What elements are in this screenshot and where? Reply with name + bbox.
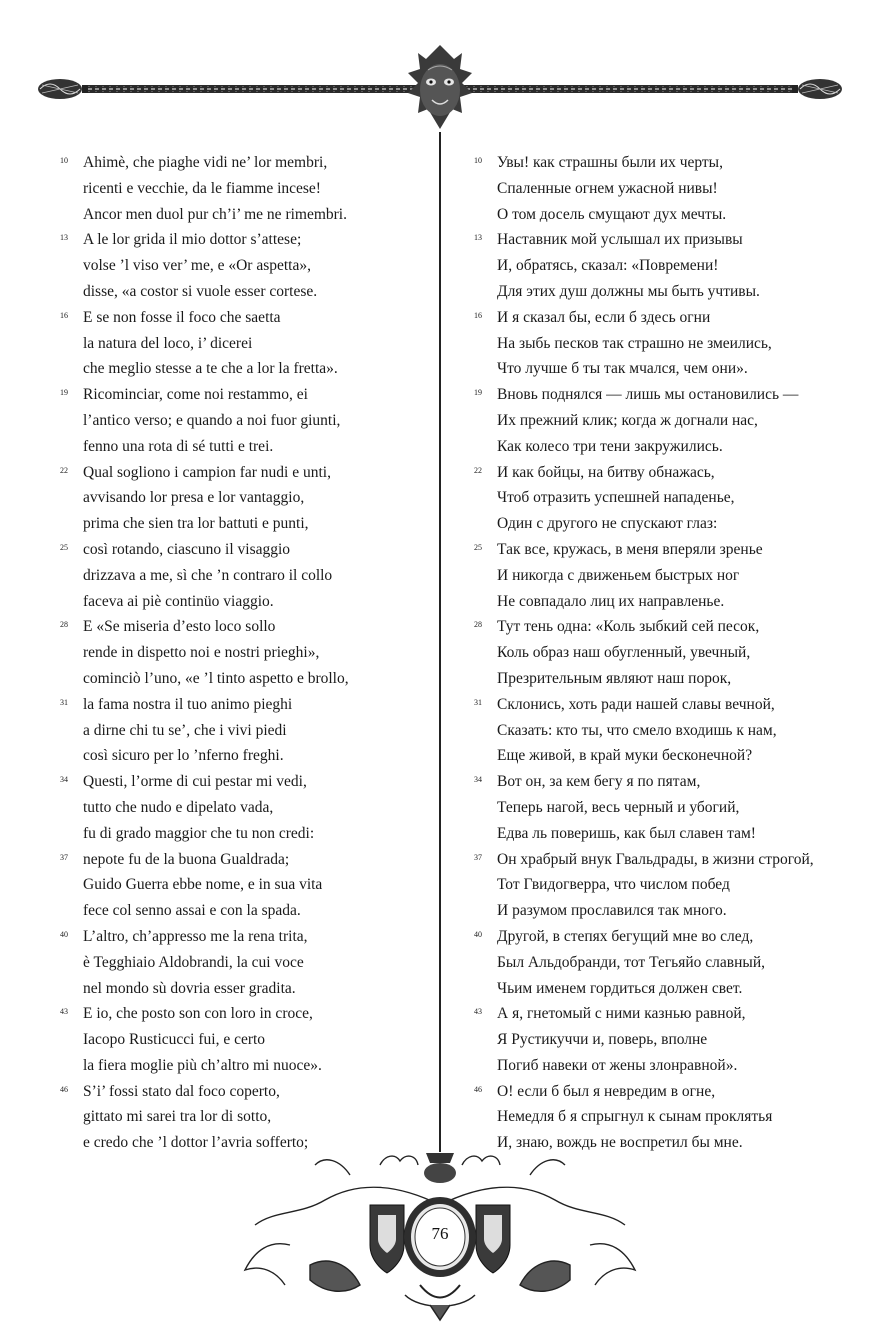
tercet: [60, 537, 430, 614]
verse-line: И как бойцы, на битву обнажась,: [497, 463, 715, 481]
verse-line: И, знаю, вождь не воспретил бы мне.: [497, 1134, 743, 1152]
verse-line: che meglio stesse a te che a lor la fretta».: [83, 360, 338, 378]
verse-line: volse ’l viso ver’ me, e «Or aspetta»,: [83, 257, 311, 275]
tercet: [60, 692, 430, 769]
verse-line: Не совпадало лиц их направленье.: [497, 592, 725, 610]
verse-line: Наставник мой услышал их призывы: [497, 231, 743, 249]
verse-line: Теперь нагой, весь черный и убогий,: [497, 798, 740, 816]
verse-line: Ancor men duol pur ch’i’ me ne rimembri.: [83, 205, 347, 223]
verse-line: Другой, в степях бегущий мне во след,: [497, 927, 754, 945]
verse-number: 34: [474, 775, 482, 785]
verse-line: E se non fosse il foco che saetta: [83, 308, 281, 326]
verse-line: И я сказал бы, если б здесь огни: [497, 308, 711, 326]
verse-line: fece col senno assai e con la spada.: [83, 902, 301, 920]
verse-number: 43: [474, 1007, 482, 1017]
verse-line: Еще живой, в край муки бесконечной?: [497, 747, 753, 765]
tercet: [60, 924, 430, 1001]
verse-line: Iacopo Rusticucci fui, e certo: [83, 1031, 266, 1049]
verse-line: Едва ль поверишь, как был славен там!: [497, 824, 756, 842]
tercet: [60, 305, 430, 382]
verse-line: И никогда с движеньем быстрых ног: [497, 566, 740, 584]
verse-line: Сказать: кто ты, что смело входишь к нам,: [497, 721, 777, 739]
verse-line: Для этих душ должны мы быть учтивы.: [497, 282, 760, 300]
verse-line: E «Se miseria d’esto loco sollo: [83, 618, 276, 636]
tercet: [474, 614, 854, 691]
verse-line: ricenti e vecchie, da le fiamme incese!: [83, 179, 321, 197]
right-shield-icon: [476, 1205, 510, 1273]
verse-line: fu di grado maggior che tu non credi:: [83, 824, 315, 842]
verse-line: На зыбь песков так страшно не змеились,: [497, 334, 772, 352]
verse-line: И, обратясь, сказал: «Повремени!: [497, 257, 719, 275]
verse-line: Был Альдобранди, тот Тегьяйо славный,: [497, 953, 765, 971]
verse-line: Их прежний клик; когда ж догнали нас,: [497, 411, 758, 429]
verse-line: Увы! как страшны были их черты,: [497, 154, 723, 171]
verse-line: rende in dispetto noi e nostri prieghi»,: [83, 644, 320, 662]
verse-line: А я, гнетомый с ними казнью равной,: [497, 1005, 746, 1023]
verse-line: Вновь поднялся — лишь мы остановились —: [497, 386, 799, 404]
verse-line: Спаленные огнем ужасной нивы!: [497, 179, 718, 197]
verse-line: О том досель смущают дух мечты.: [497, 205, 727, 223]
header-ornament: [30, 40, 850, 130]
verse-number: 10: [60, 156, 68, 165]
tercet: [60, 227, 430, 304]
tercet: [474, 769, 854, 846]
verse-line: così sicuro per lo ’nferno freghi.: [83, 747, 284, 765]
tercet: [60, 769, 430, 846]
verse-line: tutto che nudo e dipelato vada,: [83, 798, 274, 816]
verse-line: Тот Гвидогверра, что числом побед: [497, 876, 730, 894]
verse-line: faceva ai piè continüo viaggio.: [83, 592, 274, 610]
verse-line: è Tegghiaio Aldobrandi, la cui voce: [83, 953, 304, 971]
verse-line: Questi, l’orme di cui pestar mi vedi,: [83, 773, 307, 791]
verse-number: 22: [474, 465, 482, 475]
verse-number: 40: [474, 929, 482, 939]
verse-line: Он храбрый внук Гвальдрады, в жизни строгой,: [497, 850, 814, 868]
verse-line: a dirne chi tu se’, che i vivi piedi: [83, 721, 287, 739]
verse-number: 37: [60, 852, 68, 862]
tercet: [474, 692, 854, 769]
verse-line: S’i’ fossi stato dal foco coperto,: [83, 1082, 280, 1100]
verse-line: cominciò l’uno, «e ’l tinto aspetto e brollo,: [83, 669, 349, 687]
verse-number: 16: [60, 310, 68, 320]
verse-line: Ricominciar, come noi restammo, ei: [83, 386, 308, 404]
verse-number: 40: [60, 929, 68, 939]
column-divider: [439, 132, 441, 1152]
verse-number: 31: [60, 697, 68, 707]
verse-line: И разумом прославился так много.: [497, 902, 727, 920]
verse-number: 16: [474, 310, 482, 320]
page-number: 76: [431, 1224, 449, 1243]
verse-number: 31: [474, 697, 482, 707]
tercet: [474, 150, 854, 227]
verse-number: 43: [60, 1007, 68, 1017]
verse-line: fenno una rota di sé tutti e trei.: [83, 437, 274, 455]
verse-line: così rotando, ciascuno il visaggio: [83, 540, 291, 558]
verse-number: 28: [474, 620, 482, 630]
verse-number: 25: [60, 542, 68, 552]
tercet: [60, 847, 430, 924]
tercet: [474, 847, 854, 924]
verse-line: Коль образ наш обугленный, увечный,: [497, 644, 751, 662]
verse-line: Тут тень одна: «Коль зыбкий сей песок,: [497, 618, 760, 636]
left-shield-icon: [370, 1205, 404, 1273]
verse-line: L’altro, ch’appresso me la rena trita,: [83, 927, 308, 945]
verse-line: Что лучше б ты так мчался, чем они».: [497, 360, 748, 378]
tercet: [474, 460, 854, 537]
russian-column: [474, 150, 854, 1156]
verse-line: nepote fu de la buona Gualdrada;: [83, 850, 290, 868]
verse-line: Я Рустикуччи и, поверь, вполне: [497, 1031, 708, 1049]
verse-line: Один с другого не спускают глаз:: [497, 515, 718, 533]
verse-number: 10: [474, 156, 482, 165]
tercet: [474, 305, 854, 382]
verse-line: Так все, кружась, в меня вперяли зренье: [497, 540, 763, 558]
verse-line: Склонись, хоть ради нашей славы вечной,: [497, 695, 775, 713]
verse-line: Как колесо три тени закружились.: [497, 437, 723, 455]
verse-number: 19: [60, 388, 68, 398]
lion-mask-icon: [408, 45, 472, 129]
verse-number: 13: [60, 233, 68, 243]
verse-line: gittato mi sarei tra lor di sotto,: [83, 1108, 272, 1126]
tercet: [60, 382, 430, 459]
verse-line: disse, «a costor si vuole esser cortese.: [83, 282, 318, 300]
tercet: [60, 1001, 430, 1078]
verse-number: 13: [474, 233, 482, 243]
tercet: [474, 382, 854, 459]
verse-line: Qual sogliono i campion far nudi e unti,: [83, 463, 331, 481]
verse-number: 46: [60, 1084, 68, 1094]
verse-line: Ahimè, che piaghe vidi ne’ lor membri,: [83, 154, 328, 171]
verse-line: prima che sien tra lor battuti e punti,: [83, 515, 309, 533]
verse-number: 25: [474, 542, 482, 552]
verse-line: Вот он, за кем бегу я по пятам,: [497, 773, 701, 791]
verse-number: 46: [474, 1084, 482, 1094]
tercet: [60, 460, 430, 537]
verse-line: la fiera moglie più ch’altro mi nuoce».: [83, 1056, 322, 1074]
verse-number: 22: [60, 465, 68, 475]
italian-column: [60, 150, 430, 1156]
tercet: [474, 1001, 854, 1078]
tercet: [60, 150, 430, 227]
verse-number: 37: [474, 852, 482, 862]
verse-line: Guido Guerra ebbe nome, e in sua vita: [83, 876, 323, 894]
verse-number: 34: [60, 775, 68, 785]
verse-line: Презрительным являют наш порок,: [497, 669, 732, 687]
verse-line: Чтоб отразить успешней нападенье,: [497, 489, 735, 507]
verse-line: avvisando lor presa e lor vantaggio,: [83, 489, 305, 507]
right-finial-icon: [792, 79, 842, 99]
verse-line: Погиб навеки от жены злонравной».: [497, 1056, 738, 1074]
tercet: [474, 924, 854, 1001]
verse-number: 19: [474, 388, 482, 398]
tercet: [474, 537, 854, 614]
verse-line: l’antico verso; e quando a noi fuor giunti,: [83, 411, 341, 429]
verse-number: 28: [60, 620, 68, 630]
cartouche-frame-icon: [404, 1197, 476, 1320]
verse-line: О! если б был я невредим в огне,: [497, 1082, 716, 1100]
verse-line: A le lor grida il mio dottor s’attese;: [83, 231, 302, 249]
urn-icon: [424, 1153, 456, 1183]
verse-line: la natura del loco, i’ dicerei: [83, 334, 253, 352]
verse-line: drizzava a me, sì che ’n contraro il collo: [83, 566, 333, 584]
verse-line: e credo che ’l dottor l’avria sofferto;: [83, 1134, 309, 1152]
tercet: [474, 227, 854, 304]
verse-line: Чьим именем гордиться должен свет.: [497, 979, 743, 997]
verse-line: E io, che posto son con loro in croce,: [83, 1005, 313, 1023]
tercet: [60, 614, 430, 691]
verse-line: nel mondo sù dovria esser gradita.: [83, 979, 296, 997]
verse-line: Немедля б я спрыгнул к сынам проклятья: [497, 1108, 773, 1126]
left-finial-icon: [38, 79, 88, 99]
verse-line: la fama nostra il tuo animo pieghi: [83, 695, 293, 713]
